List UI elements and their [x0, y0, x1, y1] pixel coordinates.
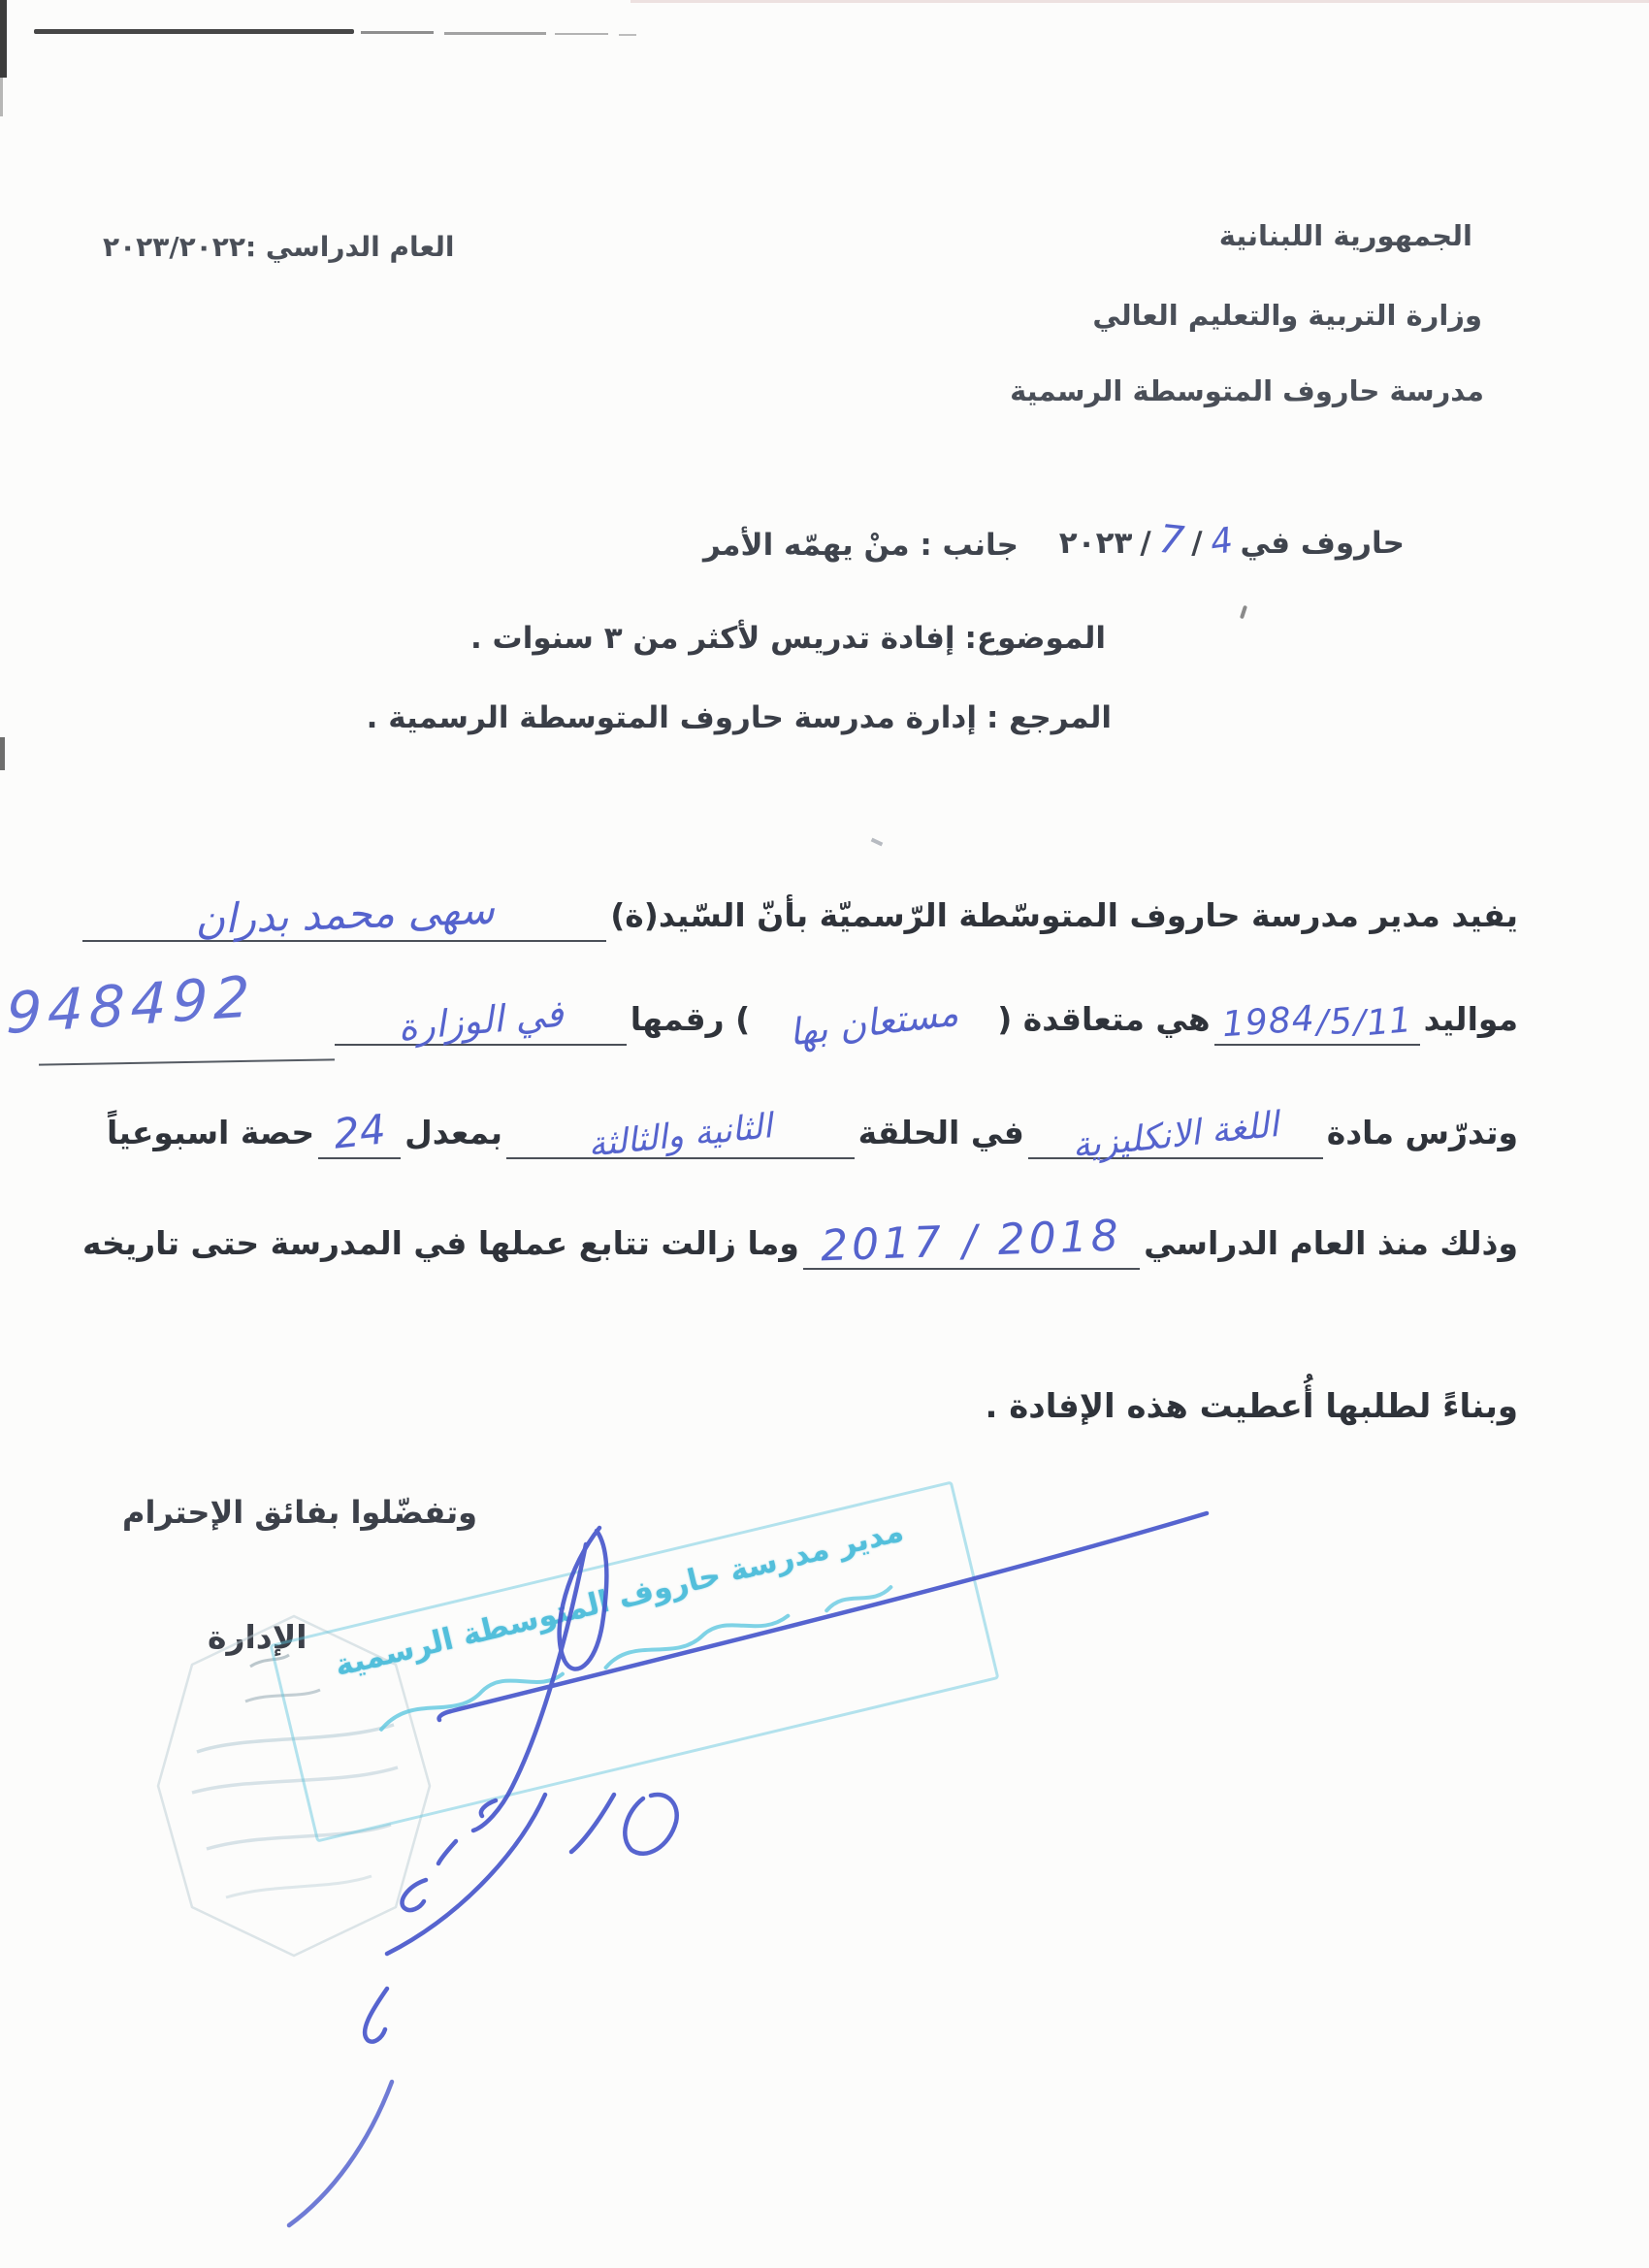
academic-year: العام الدراسي :٢٠٢٣/٢٠٢٢ — [103, 231, 455, 263]
closing-line: وبناءً لطلبها أُعطيت هذه الإفادة . — [985, 1387, 1518, 1426]
fill-subject-taught — [1028, 1104, 1323, 1167]
reference-text: إدارة مدرسة حاروف المتوسطة الرسمية . — [366, 700, 977, 735]
body-l4-still: وما زالت تتابع عملها في المدرسة حتى تاريخه — [82, 1224, 799, 1262]
fill-registration-number: 948492 — [5, 962, 256, 1048]
teacher-name-handwriting: سهى محمد بدران — [193, 885, 496, 944]
date-slash: / — [1191, 526, 1203, 561]
scan-artifact-top-edge — [630, 0, 1649, 3]
body-l2-birth-label: مواليد — [1423, 1000, 1518, 1038]
fill-start-years — [803, 1211, 1140, 1272]
stamp-title: مدير مدرسة حاروف المتوسطة الرسمية — [331, 1513, 907, 1684]
body-line-1 — [82, 885, 1518, 944]
subject-text: إفادة تدريس لأكثر من ٣ سنوات . — [469, 621, 955, 656]
cycle-handwriting: الثانية والثالثة — [586, 1107, 775, 1165]
scan-speck — [871, 838, 884, 847]
scan-artifact-top-line — [34, 29, 354, 34]
fill-date-of-birth — [1214, 998, 1420, 1046]
subject-line — [470, 621, 1106, 656]
date-line — [1059, 518, 1405, 563]
scan-artifact-left-edge — [0, 78, 3, 116]
start-years-handwriting: 2017 / 2018 — [820, 1211, 1123, 1272]
body-l3-teaches: وتدرّس مادة — [1326, 1114, 1518, 1151]
dob-slash: / — [1316, 1003, 1329, 1042]
dob-year: 1984 — [1220, 998, 1316, 1046]
body-l1-printed: يفيد مدير مدرسة حاروف المتوسّطة الرّسميّة بأنّ السّيد(ة) — [610, 896, 1518, 934]
body-l4-since: وذلك منذ العام الدراسي — [1144, 1224, 1518, 1262]
scan-speck — [1240, 605, 1247, 620]
republic-title: الجمهورية اللبنانية — [1218, 219, 1472, 252]
fill-ministry-ref — [335, 991, 627, 1050]
school-title: مدرسة حاروف المتوسطة الرسمية — [1010, 374, 1484, 407]
dob-slash: / — [1354, 1003, 1366, 1042]
subject-taught-handwriting: اللغة الانكليزية — [1070, 1104, 1281, 1167]
number-place-handwriting: في الوزارة — [396, 991, 566, 1050]
attention-line: جانب : منْ يهمّه الأمر — [703, 528, 1018, 563]
body-line-3 — [107, 1104, 1518, 1167]
fill-underline — [39, 1058, 335, 1065]
subject-label: الموضوع: — [964, 621, 1106, 656]
stamp-frame — [269, 1480, 999, 1842]
date-slash: / — [1140, 526, 1151, 561]
scan-artifact-dash — [444, 32, 546, 35]
fill-weekly-hours — [318, 1105, 401, 1159]
dob-month: 5 — [1328, 1001, 1354, 1043]
body-l3-in-cycle: في الحلقة — [857, 1114, 1024, 1151]
body-l3-per-week: حصة اسبوعياً — [107, 1114, 315, 1151]
reference-label: المرجع : — [986, 700, 1112, 735]
body-l3-rate: بمعدل — [404, 1114, 502, 1151]
dob-day: 11 — [1365, 1000, 1413, 1044]
body-l2-number-label: ) رقمها — [630, 1000, 751, 1038]
ministry-title: وزارة التربية والتعليم العالي — [1092, 299, 1482, 332]
contract-status-handwriting: مستعان بها — [787, 990, 961, 1054]
date-year: ٢٠٢٣ — [1058, 526, 1133, 561]
fill-cycle — [506, 1107, 855, 1165]
body-line-2 — [335, 990, 1518, 1054]
handwritten-day: 4 — [1207, 520, 1236, 564]
reference-line — [367, 700, 1112, 735]
fill-contract-status — [754, 990, 993, 1054]
salutation-line: وتفضّلوا بفائق الإحترام — [122, 1494, 478, 1531]
date-place-label: حاروف في — [1240, 526, 1405, 561]
weekly-hours-handwriting: 24 — [331, 1105, 388, 1158]
handwritten-month: 7 — [1156, 516, 1186, 565]
body-l2-contract: هي متعاقدة ( — [997, 1000, 1211, 1038]
school-stamp — [269, 1480, 999, 1842]
scan-artifact-left-edge — [0, 0, 7, 78]
scan-artifact-dash — [361, 31, 434, 34]
body-line-4 — [82, 1211, 1518, 1272]
scan-artifact-dash — [619, 34, 636, 36]
fill-teacher-name — [82, 885, 606, 944]
scan-artifact-left-edge — [0, 737, 5, 770]
signoff-administration: الإدارة — [208, 1618, 307, 1656]
scan-artifact-dash — [555, 33, 608, 35]
